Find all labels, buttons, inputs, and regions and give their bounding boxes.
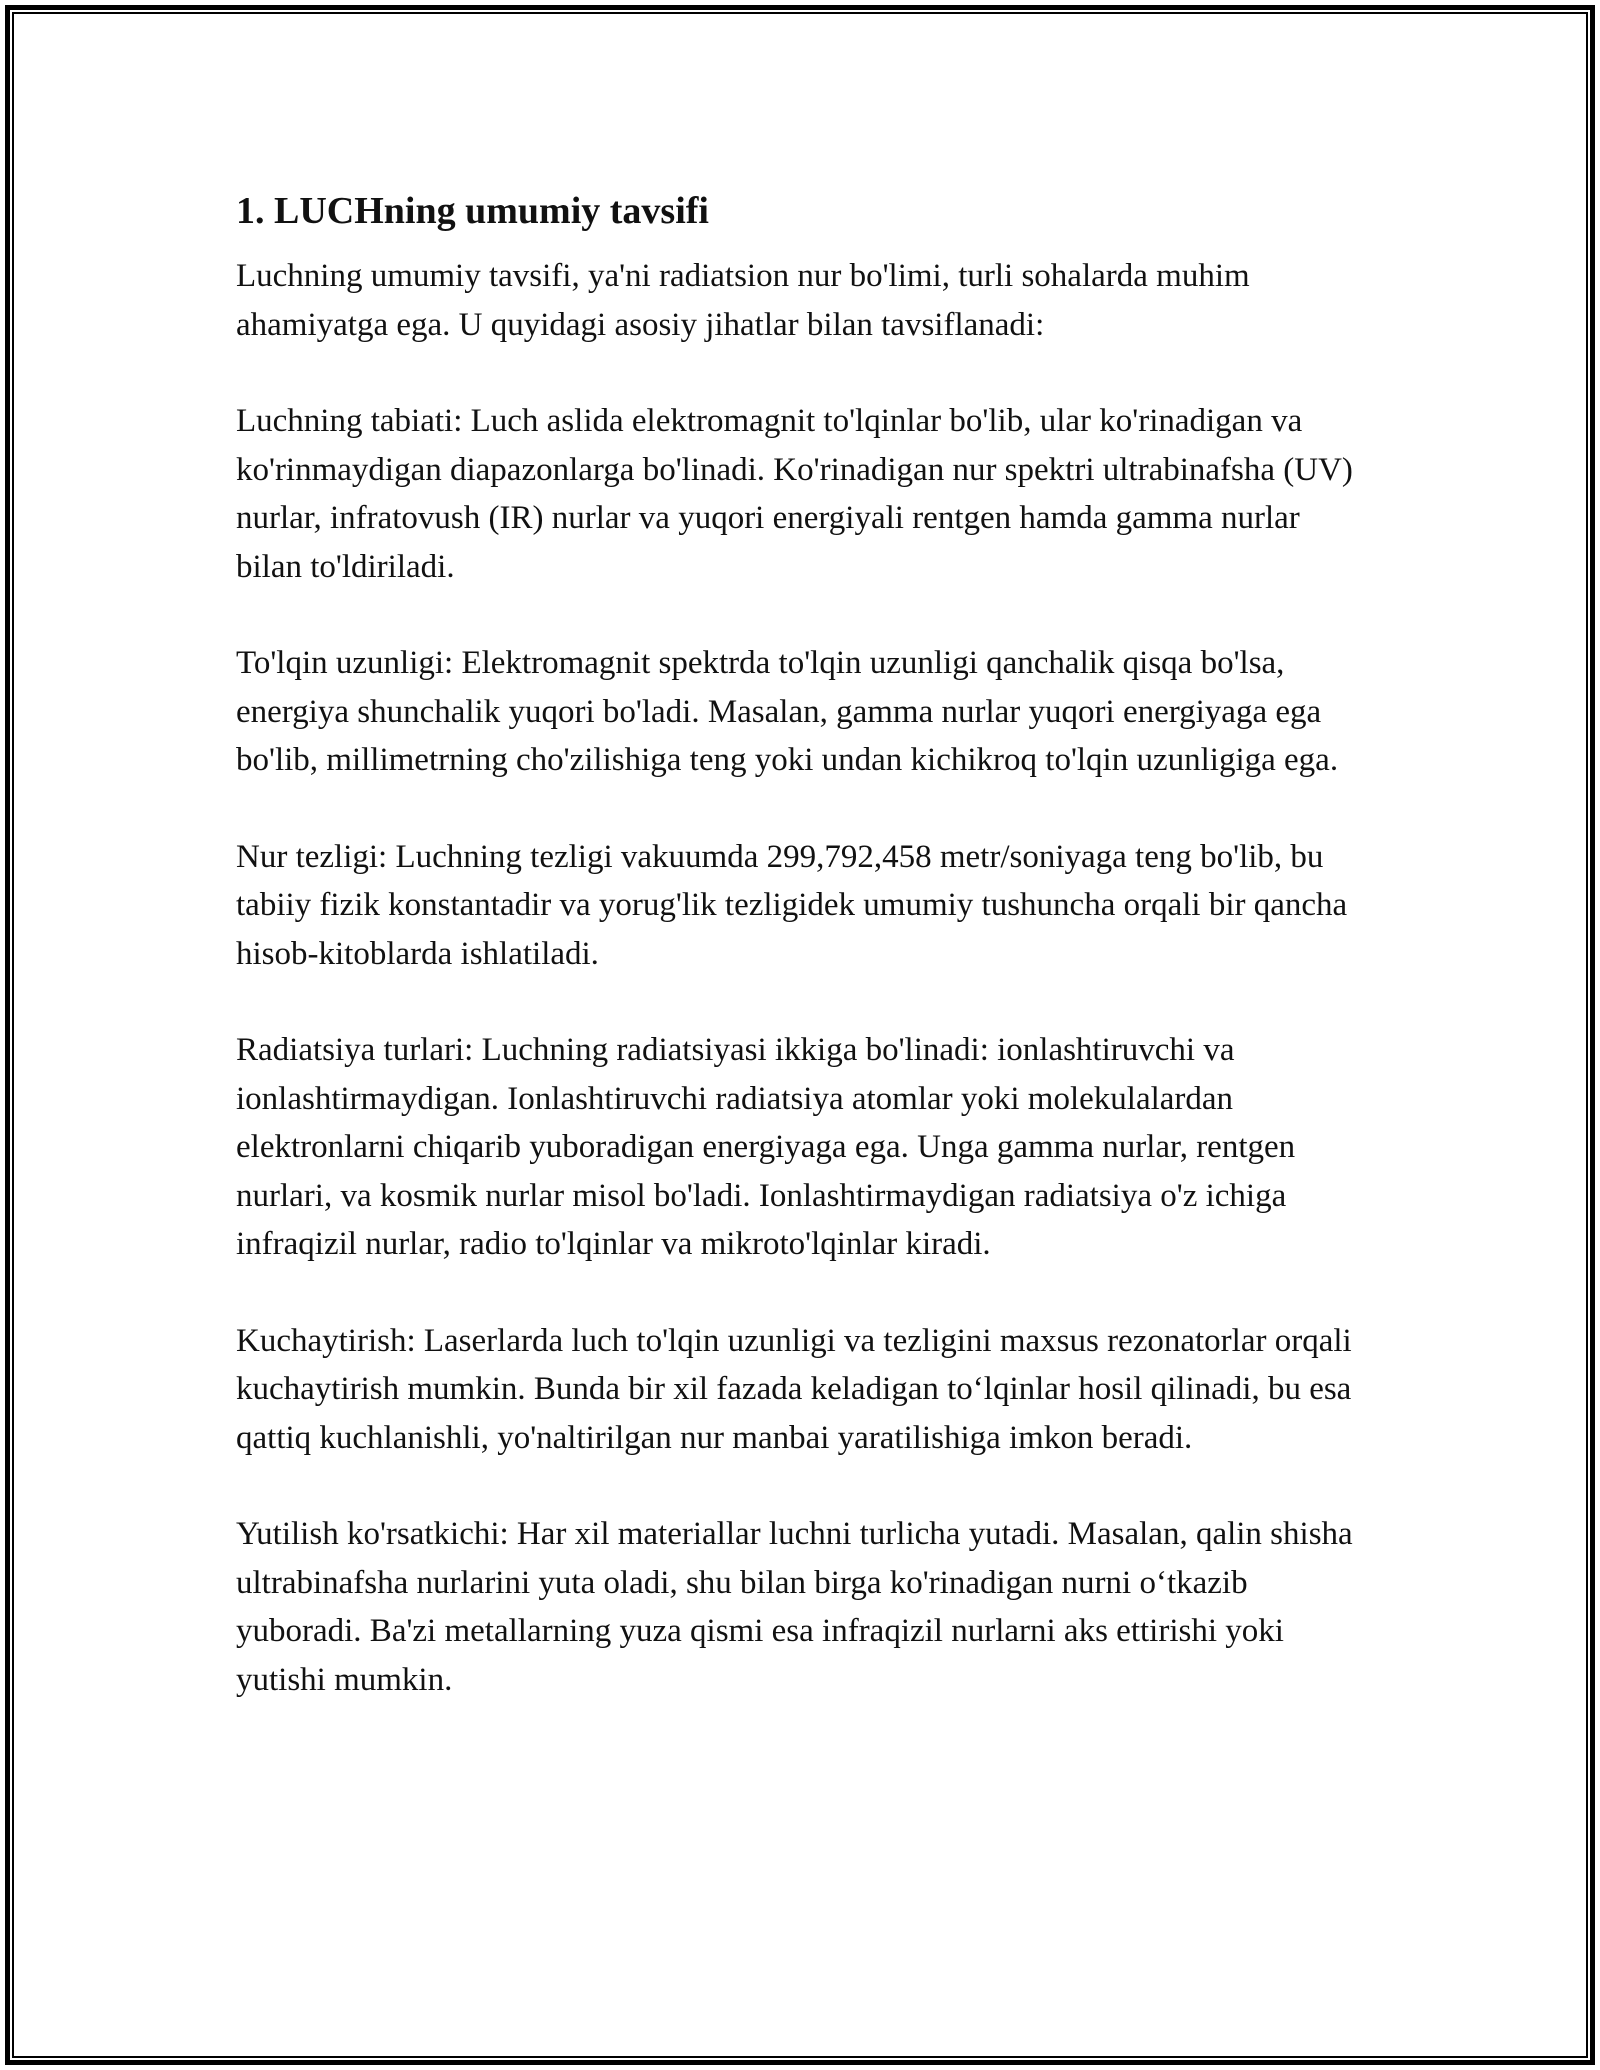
paragraph-amplification: Kuchaytirish: Laserlarda luch to'lqin uzunligi va tezligini maxsus rezonatorlar orqali kuchaytirish mumkin. Bunda bir xil fazada keladigan to‘lqinlar hosil qilinadi, bu esa qattiq kuchlanishli, yo'naltirilgan nur manbai yaratilishiga imkon beradi. [236, 1322, 1352, 1456]
paragraph-nature: Luchning tabiati: Luch aslida elektromagnit to'lqinlar bo'lib, ular ko'rinadigan va ko'rinmaydigan diapazonlarga bo'linadi. Ko'rinadigan nur spektri ultrabinafsha (UV) nurlar, infratovush (IR) nurlar va yuqori energiyali rentgen hamda gamma nurlar bilan to'ldiriladi. [236, 403, 1353, 585]
paragraph-wavelength: To'lqin uzunligi: Elektromagnit spektrda to'lqin uzunligi qanchalik qisqa bo'lsa, energiya shunchalik yuqori bo'ladi. Masalan, gamma nurlar yuqori energiyaga ega bo'lib, millimetrning cho'zilishiga teng yoki undan kichikroq to'lqin uzunligiga ega. [236, 645, 1339, 778]
document-body [236, 186, 1366, 1752]
paragraph-intro: Luchning umumiy tavsifi, ya'ni radiatsion nur bo'limi, turli sohalarda muhim ahamiyatga ega. U quyidagi asosiy jihatlar bilan tavsiflanadi: [236, 258, 1250, 343]
section-heading: 1. LUCHning umumiy tavsifi [236, 190, 709, 232]
paragraph-absorption: Yutilish ko'rsatkichi: Har xil materiallar luchni turlicha yutadi. Masalan, qalin shisha ultrabinafsha nurlarini yuta oladi, shu bilan birga ko'rinadigan nurni o‘tkazib yuboradi. Ba'zi metallarning yuza qismi esa infraqizil nurlarni aks ettirishi yoki yutishi mumkin. [236, 1516, 1353, 1698]
paragraph-speed: Nur tezligi: Luchning tezligi vakuumda 299,792,458 metr/soniyaga teng bo'lib, bu tabiiy fizik konstantadir va yorug'lik tezligidek umumiy tushuncha orqali bir qancha hisob-kitoblarda ishlatiladi. [236, 838, 1348, 972]
paragraph-radiation-types: Radiatsiya turlari: Luchning radiatsiyasi ikkiga bo'linadi: ionlashtiruvchi va ionlashtirmaydigan. Ionlashtiruvchi radiatsiya atomlar yoki molekulalardan elektronlarni chiqarib yuboradigan energiyaga ega. Unga gamma nurlar, rentgen nurlari, va kosmik nurlar misol bo'ladi. Ionlashtirmaydigan radiatsiya o'z ichiga infraqizil nurlar, radio to'lqinlar va mikroto'lqinlar kiradi. [236, 1032, 1296, 1262]
